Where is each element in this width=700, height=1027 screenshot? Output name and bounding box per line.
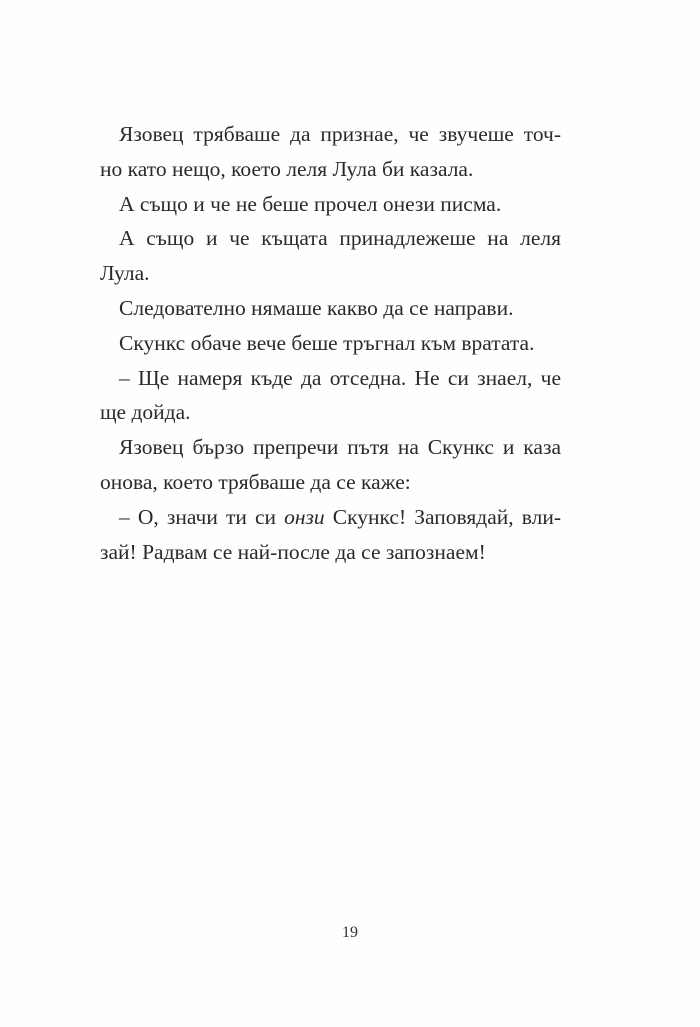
- paragraph-4: [119, 291, 561, 326]
- paragraph-8: [100, 500, 561, 570]
- body-text: [100, 117, 561, 569]
- paragraph-8-line-1: [119, 500, 561, 535]
- paragraph-3: [100, 221, 561, 291]
- paragraph-8-line-2: зай! Радвам се най-после да се запознаем!: [100, 539, 486, 564]
- paragraph-6: [100, 361, 561, 431]
- paragraph-3-line-1: А също и че къщата принадлежеше на леля: [119, 226, 561, 251]
- paragraph-4-line-1: Следователно нямаше какво да се направи.: [119, 295, 514, 320]
- paragraph-8-italic-word: онзи: [284, 504, 325, 529]
- paragraph-6-line-1: – Ще намеря къде да отседна. Не си знаел, че: [119, 365, 561, 390]
- paragraph-5: [119, 326, 561, 361]
- paragraph-7-line-2: онова, което трябваше да се каже:: [100, 469, 411, 494]
- page-number: 19: [342, 924, 358, 941]
- paragraph-7-line-1: Язовец бързо препречи пътя на Скункс и каза: [119, 435, 561, 460]
- paragraph-1: [100, 117, 561, 187]
- paragraph-8-line-1-end: Скункс! Заповядай, вли-: [324, 504, 561, 529]
- paragraph-8-line-1-start: – О, значи ти си: [119, 504, 285, 529]
- paragraph-2: [119, 187, 561, 222]
- paragraph-6-line-2: ще дойда.: [100, 400, 191, 425]
- paragraph-1-line-1: Язовец трябваше да признае, че звучеше точ-: [119, 122, 561, 146]
- paragraph-1-line-2: но като нещо, което леля Лула би казала.: [100, 156, 474, 181]
- paragraph-3-line-2: Лула.: [100, 261, 150, 286]
- paragraph-7: [100, 430, 561, 500]
- paragraph-2-line-1: А също и че не беше прочел онези писма.: [119, 191, 502, 216]
- paragraph-5-line-1: Скункс обаче вече беше тръгнал към вратата.: [119, 330, 535, 355]
